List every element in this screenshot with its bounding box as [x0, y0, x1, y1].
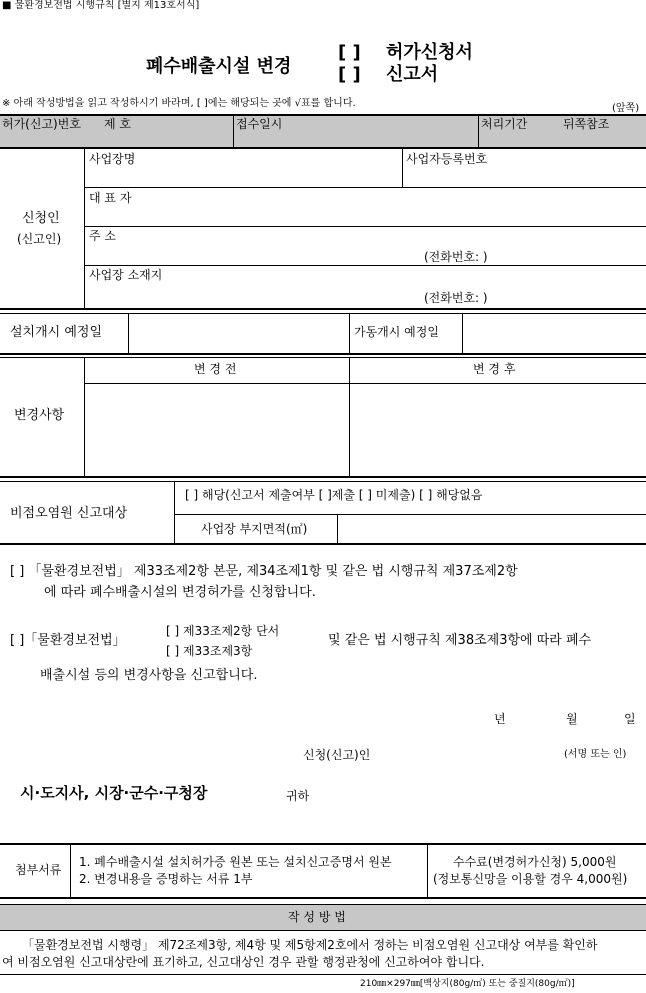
declaration-report-line2: 배출시설 등의 변경사항을 신고합니다.: [40, 668, 258, 683]
instructions-line-2: 여 비점오염원 신고대상란에 표기하고, 신고대상인 경우 관할 행정관청에 신고하여야 합니다.: [2, 955, 485, 969]
divider: [478, 115, 479, 147]
processing-period-value: 뒤쪽참조: [563, 117, 610, 131]
applicant-signature-label: 신청(신고)인: [303, 748, 371, 762]
title-option-report: 신고서: [386, 64, 439, 85]
divider: [0, 974, 646, 975]
divider: [233, 115, 234, 147]
form-top-border: [0, 114, 646, 116]
business-name-field[interactable]: 사업장명: [89, 152, 136, 166]
signature-field[interactable]: (서명 또는 인): [564, 749, 627, 760]
fee-standard: 수수료(변경허가신청) 5,000원: [453, 855, 617, 869]
applicant-section-sublabel: (신고인): [17, 232, 62, 246]
divider: [462, 313, 463, 353]
fee-online: (정보통신망을 이용할 경우 4,000원): [433, 872, 628, 886]
divider: [337, 514, 338, 543]
form-title: 폐수배출시설 변경: [146, 56, 292, 77]
permit-no-label: 허가(신고)번호: [2, 117, 81, 131]
divider: [427, 845, 428, 897]
divider: [0, 357, 646, 358]
divider: [70, 845, 71, 897]
permit-no-field[interactable]: 제 호: [104, 117, 131, 131]
attachments-label: 첨부서류: [15, 863, 62, 877]
address-phone-field[interactable]: (전화번호: ): [424, 250, 488, 264]
divider: [402, 149, 403, 187]
page-side-label: (앞쪽): [612, 103, 640, 114]
representative-field[interactable]: 대 표 자: [89, 191, 132, 205]
install-start-label: 설치개시 예정일: [10, 325, 103, 340]
addressee-suffix: 귀하: [286, 789, 310, 803]
declaration-permit-line2: 에 따라 폐수배출시설의 변경허가를 신청합니다.: [44, 585, 316, 600]
declaration-permit-line1[interactable]: [ ] 「물환경보전법」 제33조제2항 본문, 제34조제1항 및 같은 법 시행규칙 제37조제2항: [10, 564, 518, 579]
title-option-permit: 허가신청서: [386, 42, 473, 63]
divider: [0, 843, 646, 845]
divider: [0, 481, 646, 482]
divider: [128, 313, 129, 353]
declaration-report-prefix[interactable]: [ ]「물환경보전법」: [10, 633, 126, 648]
divider: [0, 543, 646, 545]
divider: [349, 357, 350, 476]
declaration-report-suffix: 및 같은 법 시행규칙 제38조제3항에 따라 폐수: [328, 633, 592, 648]
title-option-permit-box[interactable]: [ ]: [338, 42, 361, 63]
business-reg-no-field[interactable]: 사업자등록번호: [406, 152, 488, 166]
divider: [0, 897, 646, 899]
divider: [0, 147, 646, 149]
attachment-item-1: 1. 폐수배출시설 설치허가증 원본 또는 설치신고증명서 원본: [79, 855, 392, 869]
declaration-option-proviso[interactable]: [ ] 제33조제2항 단서: [166, 624, 280, 638]
permit-row-bg: [0, 115, 646, 147]
before-change-header: 변 경 전: [194, 362, 237, 376]
date-year[interactable]: 년: [494, 712, 506, 726]
divider: [84, 226, 646, 227]
nonpoint-source-label: 비점오염원 신고대상: [10, 506, 128, 521]
operation-start-label: 가동개시 예정일: [354, 325, 439, 339]
date-month[interactable]: 월: [566, 712, 578, 726]
site-phone-field[interactable]: (전화번호: ): [424, 291, 488, 305]
instructions-title: 작 성 방 법: [288, 910, 346, 924]
receipt-date-label: 접수일시: [236, 117, 283, 131]
divider: [84, 149, 85, 309]
form-reference: ■ 물환경보전법 시행규칙 [별지 제13호서식]: [2, 0, 200, 11]
divider: [84, 187, 646, 188]
applicant-section-label: 신청인: [22, 211, 60, 226]
address-field[interactable]: 주 소: [89, 229, 116, 243]
declaration-option-clause3[interactable]: [ ] 제33조제3항: [166, 644, 253, 658]
site-location-field[interactable]: 사업장 소재지: [89, 268, 163, 282]
divider: [84, 265, 646, 266]
instruction-notice: ※ 아래 작성방법을 읽고 작성하시기 바라며, [ ]에는 해당되는 곳에 √표를 합니다.: [2, 98, 356, 109]
divider: [0, 930, 646, 931]
changes-label: 변경사항: [14, 408, 65, 423]
divider: [0, 904, 646, 905]
divider: [0, 308, 646, 310]
divider: [84, 357, 85, 476]
date-day[interactable]: 일: [624, 712, 636, 726]
processing-period-label: 처리기간: [481, 117, 528, 131]
paper-spec-footer: 210㎜×297㎜[백상지(80g/㎡) 또는 중질지(80g/㎡)]: [360, 979, 575, 989]
divider: [174, 481, 175, 543]
divider: [0, 313, 646, 314]
instructions-line-1: 「물환경보전법 시행령」 제72조제3항, 제4항 및 제5항제2호에서 정하는 비점오염원 신고대상 여부를 확인하: [22, 938, 598, 952]
addressee: 시·도지사, 시장·군수·구청장: [20, 784, 208, 802]
site-area-label: 사업장 부지면적(㎡): [201, 522, 308, 536]
divider: [84, 383, 646, 384]
divider: [0, 476, 646, 478]
after-change-header: 변 경 후: [473, 362, 516, 376]
title-option-report-box[interactable]: [ ]: [338, 64, 361, 85]
nonpoint-options[interactable]: [ ] 해당(신고서 제출여부 [ ]제출 [ ] 미제출) [ ] 해당없음: [185, 488, 483, 502]
divider: [0, 353, 646, 355]
attachment-item-2: 2. 변경내용을 증명하는 서류 1부: [79, 872, 253, 886]
divider: [349, 313, 350, 353]
divider: [174, 514, 646, 515]
